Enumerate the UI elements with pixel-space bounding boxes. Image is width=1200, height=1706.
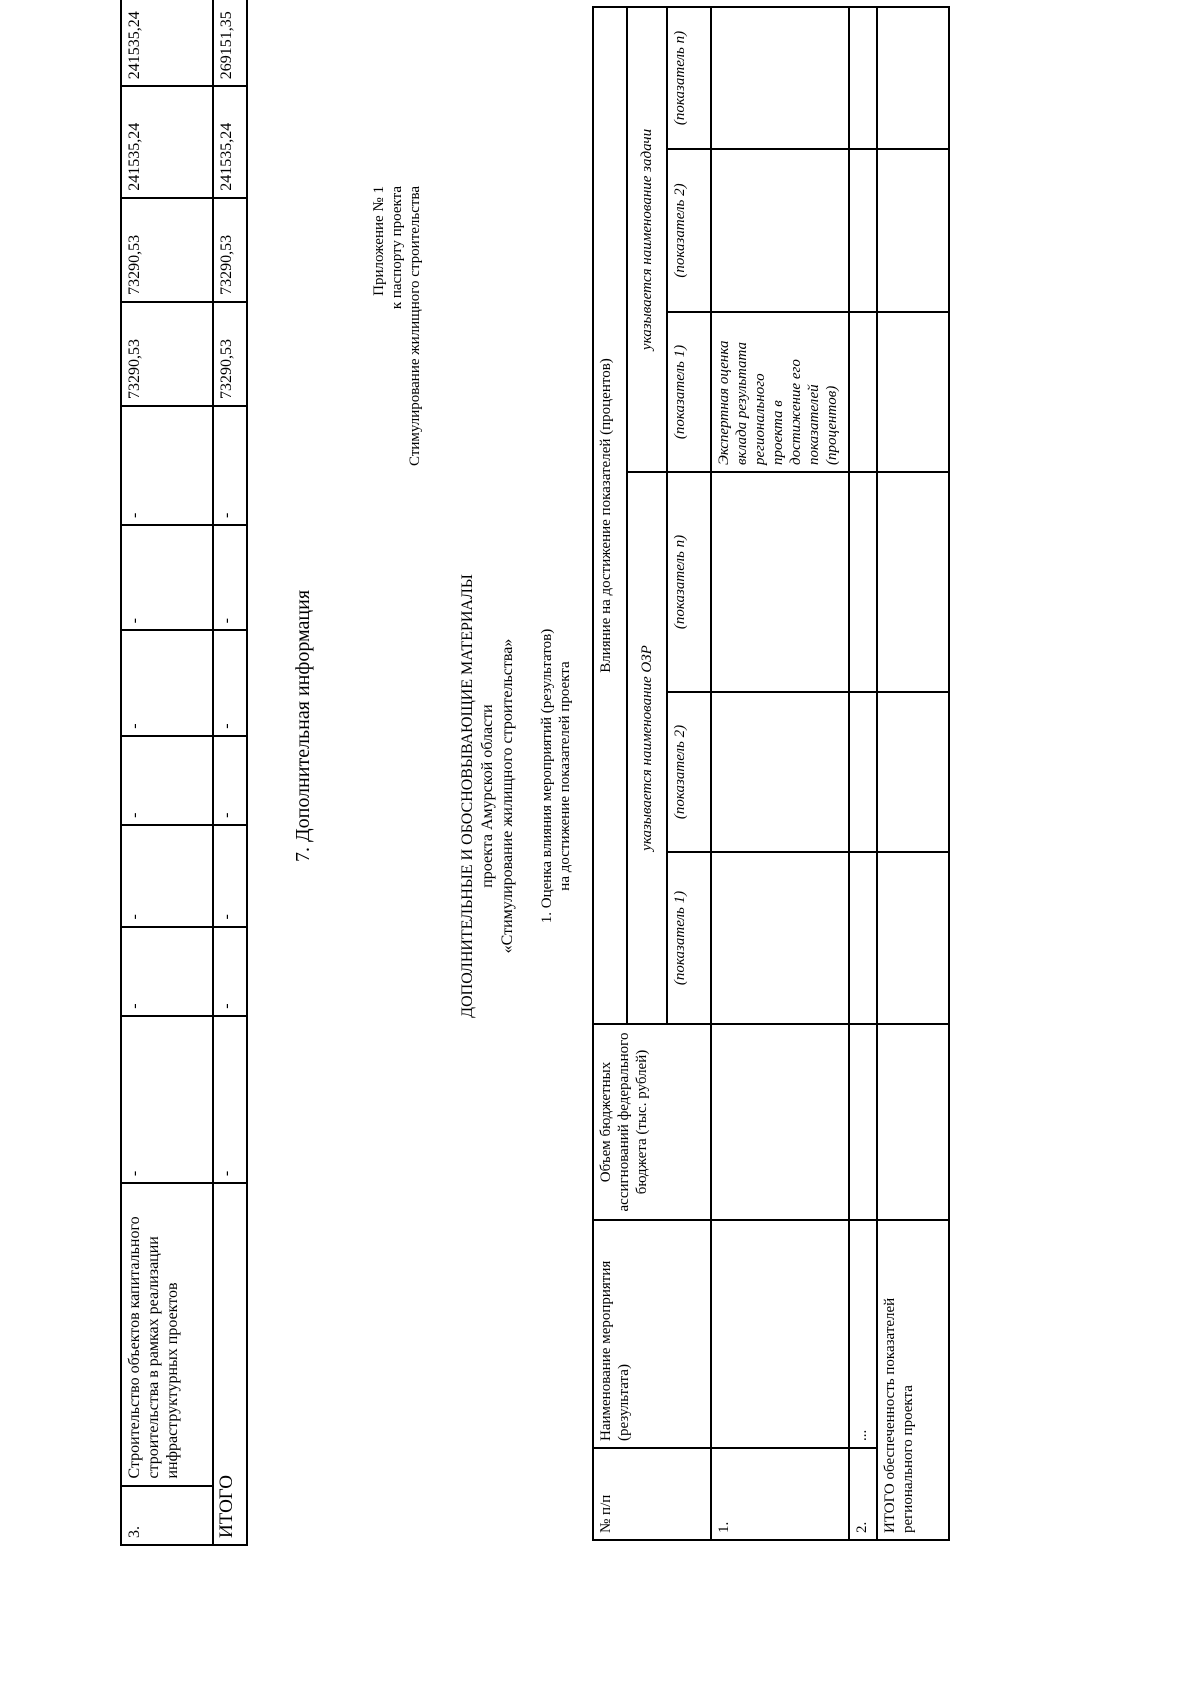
cell <box>877 852 949 1024</box>
cell: 73290,53 <box>213 198 247 302</box>
indicator-header: (показатель 2) <box>667 149 711 312</box>
appendix-line: Приложение № 1 <box>371 186 387 296</box>
cell: 269151,35 <box>213 0 247 86</box>
cell: 73290,53 <box>121 198 213 302</box>
cell: - <box>213 525 247 630</box>
cell: 73290,53 <box>213 302 247 406</box>
cell <box>849 149 877 312</box>
heading-line: ДОПОЛНИТЕЛЬНЫЕ И ОБОСНОВЫВАЮЩИЕ МАТЕРИАЛЫ <box>459 574 476 1018</box>
cell: - <box>121 406 213 525</box>
cell <box>849 1024 877 1220</box>
cell <box>711 472 849 692</box>
row-name: ... <box>849 1220 877 1448</box>
row-number: 1. <box>711 1448 849 1540</box>
cell: 73290,53 <box>121 302 213 406</box>
cell <box>849 692 877 852</box>
table-row <box>711 7 849 1540</box>
group-ozr-header: указывается наименование ОЗР <box>627 472 667 1024</box>
heading-line: «Стимулирование жилищного строительства» <box>499 638 516 954</box>
cell: - <box>121 1016 213 1183</box>
cell <box>711 692 849 852</box>
cell: - <box>121 736 213 825</box>
col-num-header: № п/п <box>593 1448 711 1540</box>
cell: - <box>213 630 247 735</box>
cell <box>849 472 877 692</box>
row-number: 2. <box>849 1448 877 1540</box>
group-task-header: указывается наименование задачи <box>627 7 667 472</box>
cell: 241535,24 <box>121 86 213 198</box>
section-title: 7. Дополнительная информация <box>292 589 314 863</box>
cell: 241535,24 <box>213 86 247 198</box>
cell <box>877 149 949 312</box>
cell: - <box>213 736 247 825</box>
row-name: Строительство объектов капитального строительства в рамках реализации инфраструктурных проектов <box>121 1183 213 1485</box>
table-row <box>121 0 213 1545</box>
cell: - <box>213 1016 247 1183</box>
subheading <box>538 546 574 1006</box>
document-heading <box>458 486 518 1106</box>
cell: - <box>121 630 213 735</box>
cell <box>711 7 849 149</box>
appendix-note <box>370 186 424 586</box>
appendix-line: Стимулирование жилищного строительства <box>407 186 423 466</box>
cell <box>849 312 877 472</box>
cell <box>849 852 877 1024</box>
indicator-header: (показатель 1) <box>667 312 711 472</box>
budget-table <box>120 0 248 1546</box>
indicator-header: (показатель 2) <box>667 692 711 852</box>
cell: - <box>121 825 213 927</box>
cell <box>877 312 949 472</box>
cell <box>711 852 849 1024</box>
table-row <box>849 7 877 1540</box>
cell <box>877 692 949 852</box>
col-budget-header: Объем бюджетных ассигнований федерального бюджета (тыс. рублей) <box>593 1024 711 1220</box>
cell: 241535,24 <box>121 0 213 86</box>
cell <box>877 7 949 149</box>
expert-note: Экспертная оценка вклада результата регионального проекта в достижение его показателей (процентов) <box>711 312 849 472</box>
heading-line: проекта Амурской области <box>479 704 496 888</box>
total-label: ИТОГО <box>213 1183 247 1545</box>
influence-header: Влияние на достижение показателей (процентов) <box>593 7 627 1024</box>
indicator-header: (показатель 1) <box>667 852 711 1024</box>
indicator-header: (показатель n) <box>667 7 711 149</box>
cell <box>877 1024 949 1220</box>
cell: - <box>213 927 247 1016</box>
appendix-line: к паспорту проекта <box>389 186 405 310</box>
subheading-line: на достижение показателей проекта <box>557 661 573 891</box>
header-row <box>593 7 627 1540</box>
cell <box>711 1220 849 1448</box>
cell <box>849 7 877 149</box>
influence-table <box>592 6 950 1541</box>
cell <box>711 1024 849 1220</box>
cell <box>711 149 849 312</box>
indicator-header: (показатель n) <box>667 472 711 692</box>
total-label: ИТОГО обеспеченность показателей регионального проекта <box>877 1220 949 1540</box>
col-name-header: Наименование мероприятия (результата) <box>593 1220 711 1448</box>
cell: - <box>121 927 213 1016</box>
cell: - <box>213 825 247 927</box>
cell: - <box>121 525 213 630</box>
cell: - <box>213 406 247 525</box>
table-row-total <box>213 0 247 1545</box>
cell <box>877 472 949 692</box>
table-row-total <box>877 7 949 1540</box>
row-number: 3. <box>121 1486 213 1545</box>
subheading-line: 1. Оценка влияния мероприятий (результатов) <box>539 628 555 924</box>
